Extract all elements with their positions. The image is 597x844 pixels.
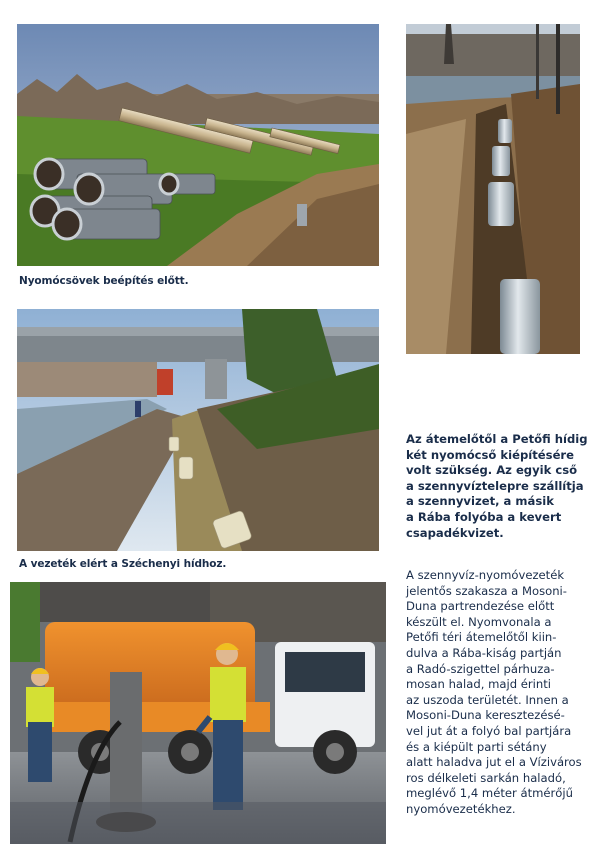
photo-trench-at-bridge [17, 309, 379, 551]
body-paragraph [406, 568, 594, 818]
caption-pipes-before-installation: Nyomócsövek beépítés előtt. [19, 275, 189, 287]
lead-line: két nyomócső kiépítésére [406, 447, 575, 462]
body-line: mosan halad, majd érinti [406, 677, 551, 692]
body-line: dulva a Rába-kiság partján [406, 645, 562, 660]
body-line: a Radó-szigettel párhuza- [406, 661, 555, 676]
lead-line: Az átemelőtől a Petőfi hídig [406, 432, 588, 446]
body-line: Petőfi téri átemelőtől kiin- [406, 630, 557, 645]
body-line: meglévő 1,4 méter átmérőjű [406, 786, 573, 801]
body-line: készült el. Nyomvonala a [406, 614, 552, 629]
body-line: és a kiépült parti sétány [406, 739, 547, 754]
body-line: Mosoni-Duna keresztezésé- [406, 708, 565, 723]
body-line: A szennyvíz-nyomóvezeték [406, 568, 565, 582]
photo-workers-with-truck [10, 582, 386, 844]
body-line: alatt haladva jut el a Víziváros [406, 755, 582, 770]
body-line: nyomóvezetékhez. [406, 801, 516, 816]
lead-paragraph [406, 432, 591, 541]
photo-trench-with-pipes [406, 24, 580, 354]
caption-trench-at-bridge: A vezeték elért a Széchenyi hídhoz. [19, 558, 227, 570]
body-line: az uszoda területét. Innen a [406, 692, 569, 707]
lead-line: volt szükség. Az egyik cső [406, 463, 578, 478]
lead-line: a szennyvizet, a másik [406, 494, 554, 509]
photo-pipes-before-installation [17, 24, 379, 266]
body-line: jelentős szakasza a Mosoni- [406, 583, 567, 598]
lead-line: a szennyvíztelepre szállítja [406, 478, 584, 493]
body-line: ros délkeleti sarkán haladó, [406, 770, 566, 785]
lead-line: a Rába folyóba a kevert [406, 509, 562, 524]
lead-line: csapadékvizet. [406, 525, 504, 540]
body-line: vel jut át a folyó bal partjára [406, 723, 572, 738]
body-line: Duna partrendezése előtt [406, 599, 555, 614]
